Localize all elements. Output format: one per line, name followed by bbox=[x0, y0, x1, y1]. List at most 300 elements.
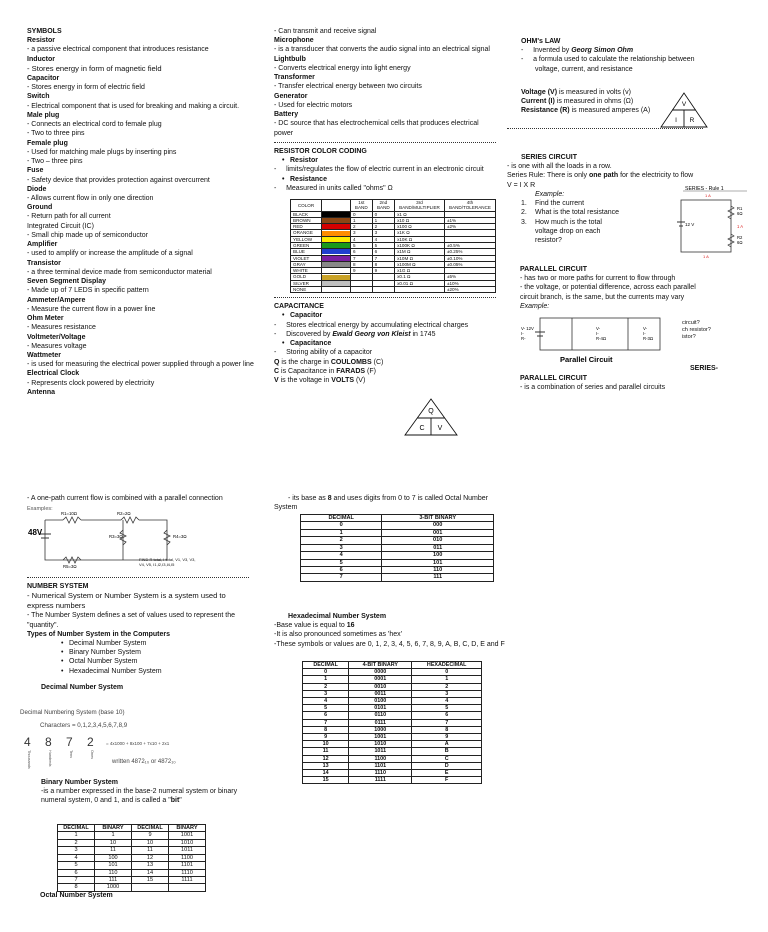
hex-table-cell: 0000 bbox=[349, 669, 412, 676]
symbol-description: - Represents clock powered by electricity bbox=[27, 379, 155, 387]
color-table-cell: x0.01 Ω bbox=[395, 280, 445, 286]
parallel-circuit-figure bbox=[520, 313, 680, 367]
parallel-branch1-i: I- bbox=[596, 331, 599, 336]
color-swatch bbox=[322, 249, 350, 254]
color-table-cell bbox=[372, 286, 394, 292]
octal-table-row bbox=[301, 566, 494, 573]
symbol-description: - Two to three pins bbox=[27, 130, 85, 138]
symbol-description: - Can transmit and receive signal bbox=[274, 28, 377, 35]
octal-heading: Octal Number System bbox=[40, 892, 113, 899]
color-name: GRAY bbox=[293, 261, 306, 267]
hex-table-cell: 4 bbox=[303, 698, 349, 705]
hex-table-cell: A bbox=[412, 741, 482, 748]
color-swatch bbox=[322, 262, 350, 267]
number-system-line-2: - The Number System defines a set of values used to represent the "quantity". bbox=[27, 612, 236, 629]
series-step-text: Find the current bbox=[535, 200, 585, 208]
hex-line-2: -It is also pronounced sometimes as 'hex' bbox=[274, 631, 402, 639]
parallel-branch2-i: I- bbox=[643, 331, 646, 336]
color-table-cell: 3 bbox=[372, 230, 394, 236]
parallel-side-notes bbox=[682, 320, 711, 341]
hex-table-cell: 0111 bbox=[349, 719, 412, 726]
hex-section bbox=[274, 612, 514, 649]
current-definition: Current (I) is measured in ohms (Ω) bbox=[521, 98, 634, 106]
color-table-cell: x100K Ω bbox=[395, 242, 445, 248]
binary-table-cell: 1101 bbox=[169, 862, 206, 869]
binary-table-cell: 1111 bbox=[169, 876, 206, 883]
symbol-description: - Allows current flow in only one direction bbox=[27, 195, 154, 202]
symbol-heading: Voltmeter/Voltage bbox=[27, 333, 86, 341]
symbol-heading: Seven Segment Display bbox=[27, 278, 106, 286]
hex-table-row bbox=[303, 748, 482, 755]
color-name: BLUE bbox=[293, 249, 306, 255]
hex-table-cell: F bbox=[412, 777, 482, 784]
octal-table-cell: 3 bbox=[301, 544, 382, 551]
octal-table-cell: 0 bbox=[301, 522, 382, 529]
types-heading: Types of Number System in the Computers bbox=[27, 630, 171, 638]
decimal-heading: Decimal Number System bbox=[41, 683, 124, 691]
color-table-cell: ±0.10% bbox=[444, 255, 495, 261]
binary-table-cell: 10 bbox=[95, 839, 132, 846]
hex-table-cell: 2 bbox=[412, 683, 482, 690]
color-swatch bbox=[322, 287, 350, 292]
combination-r3: R3=3Ω bbox=[109, 534, 123, 539]
color-name: WHITE bbox=[293, 268, 308, 274]
side-note-2: ch resistor? bbox=[682, 326, 711, 333]
binary-table-cell: 7 bbox=[58, 876, 95, 883]
binary-table-cell: 11 bbox=[132, 847, 169, 854]
color-table-cell: x0.1 Ω bbox=[395, 274, 445, 280]
number-system-heading: NUMBER SYSTEM bbox=[27, 583, 89, 590]
color-table-cell: x10K Ω bbox=[395, 236, 445, 242]
decimal-written: written 4872₁₀ or 4872₁₀ bbox=[112, 759, 176, 765]
symbol-description: - Converts electrical energy into light energy bbox=[274, 64, 411, 72]
symbol-heading: Diode bbox=[27, 185, 47, 193]
hex-table-row bbox=[303, 705, 482, 712]
symbol-heading: Amplifier bbox=[27, 241, 58, 249]
binary-table-cell: 3 bbox=[58, 847, 95, 854]
hex-table-cell: 0110 bbox=[349, 712, 412, 719]
series-formula: V = I X R bbox=[507, 181, 536, 189]
binary-table-row bbox=[58, 839, 206, 846]
binary-table-row bbox=[58, 862, 206, 869]
symbol-description: - Used for electric motors bbox=[274, 101, 353, 109]
color-swatch bbox=[322, 231, 350, 236]
octal-table-cell: 000 bbox=[382, 522, 494, 529]
combination-r2: R2=2Ω bbox=[117, 511, 131, 516]
resistor-heading: RESISTOR COLOR CODING bbox=[274, 147, 367, 155]
hex-table-row bbox=[303, 734, 482, 741]
series-step-number: 1. bbox=[521, 200, 527, 208]
symbol-heading: Resistor bbox=[27, 37, 56, 45]
color-cell bbox=[291, 286, 322, 292]
symbol-heading: Battery bbox=[274, 111, 299, 119]
hex-table-cell: C bbox=[412, 755, 482, 762]
symbol-heading: Ground bbox=[27, 204, 53, 212]
octal-table-cell: 100 bbox=[382, 552, 494, 559]
c-definition: C is Capacitance in FARADS (F) bbox=[274, 367, 376, 375]
series-figure-current-top: 1 A bbox=[705, 193, 711, 198]
hex-table-cell: 12 bbox=[303, 755, 349, 762]
binary-table-cell: 12 bbox=[132, 854, 169, 861]
series-example-label: Example: bbox=[535, 190, 565, 198]
color-table-cell: x10 Ω bbox=[395, 217, 445, 223]
binary-table-cell: 13 bbox=[132, 862, 169, 869]
hex-table-cell: 13 bbox=[303, 762, 349, 769]
hex-table-row bbox=[303, 690, 482, 697]
capacitor-line-2: - Discovered by Ewald Georg von Kleist in 1745 bbox=[274, 330, 436, 338]
binary-table-cell: 1 bbox=[95, 832, 132, 839]
vir-triangle-diagram bbox=[660, 92, 708, 128]
color-swatch bbox=[322, 224, 350, 229]
symbol-description: - is used for measuring the electrical power supplied through a power line bbox=[27, 361, 254, 369]
combination-circuit-figure bbox=[27, 504, 199, 580]
hex-table-cell: 7 bbox=[412, 719, 482, 726]
parallel-branch2-r: R-3Ω bbox=[643, 336, 654, 341]
color-swatch bbox=[322, 243, 350, 248]
hex-table-row bbox=[303, 762, 482, 769]
color-table-cell: 9 bbox=[372, 268, 394, 274]
divider bbox=[274, 142, 496, 143]
color-table-cell: x1G Ω bbox=[395, 268, 445, 274]
octal-table-cell: 7 bbox=[301, 574, 382, 581]
place-ones: Ones bbox=[90, 750, 94, 760]
series-figure-r1: R1 bbox=[737, 206, 743, 211]
symbol-description: - Measures voltage bbox=[27, 342, 87, 350]
triangle-v-label: V bbox=[681, 101, 687, 108]
qcv-triangle-diagram bbox=[404, 398, 458, 436]
combination-r1: R1=10Ω bbox=[61, 511, 77, 516]
binary-table-cell: 1011 bbox=[169, 847, 206, 854]
hex-table-cell: 0101 bbox=[349, 705, 412, 712]
hex-table-row bbox=[303, 712, 482, 719]
binary-table-header: BINARY bbox=[95, 825, 132, 832]
symbol-description: - used to amplify or increase the amplitude of a signal bbox=[27, 250, 193, 258]
combination-examples-label: Examples: bbox=[27, 506, 53, 512]
place-tens: Tens bbox=[69, 750, 73, 759]
color-table-cell: 8 bbox=[351, 261, 373, 267]
hex-table-cell: 6 bbox=[303, 712, 349, 719]
octal-table-cell: 4 bbox=[301, 552, 382, 559]
capacitance-bullet: • Capacitance bbox=[274, 339, 496, 348]
hex-table-cell: D bbox=[412, 762, 482, 769]
symbol-heading: Transistor bbox=[27, 259, 61, 267]
color-table-header: COLOR bbox=[291, 199, 322, 211]
parallel-example-label: Example: bbox=[520, 302, 550, 310]
color-table-cell: ±1% bbox=[444, 217, 495, 223]
hex-table-row bbox=[303, 741, 482, 748]
symbol-description: - Small chip made up of semiconductor bbox=[27, 231, 148, 239]
parallel-figure-title: Parallel Circuit bbox=[560, 355, 613, 364]
color-table-cell: 2 bbox=[351, 224, 373, 230]
hex-table-cell: 1 bbox=[303, 676, 349, 683]
binary-table-row bbox=[58, 854, 206, 861]
color-table-cell: ±10% bbox=[444, 280, 495, 286]
binary-table-header: DECIMAL bbox=[58, 825, 95, 832]
color-table-cell: x100 Ω bbox=[395, 224, 445, 230]
symbol-heading: Lightbulb bbox=[274, 55, 306, 63]
place-thousands: Thousands bbox=[27, 750, 31, 769]
parallel-branch1-r: R-4Ω bbox=[596, 336, 607, 341]
resistance-definition: - Measured in units called "ohms" Ω bbox=[274, 184, 393, 192]
resistance-bullet: • Resistance bbox=[274, 175, 496, 184]
symbol-description: - Two – three pins bbox=[27, 158, 83, 166]
octal-table-header: DECIMAL bbox=[301, 515, 382, 522]
octal-table-row bbox=[301, 552, 494, 559]
q-definition: Q is the charge in COULOMBS (C) bbox=[274, 358, 384, 366]
hex-line-1: -Base value is equal to 16 bbox=[274, 622, 355, 630]
hex-table-row bbox=[303, 777, 482, 784]
binary-section bbox=[27, 778, 249, 806]
hex-table-cell: 3 bbox=[412, 690, 482, 697]
binary-table-cell: 14 bbox=[132, 869, 169, 876]
series-figure-r2: R2 bbox=[737, 235, 743, 240]
series-figure-title: SERIES - Rule 1 bbox=[685, 186, 724, 192]
binary-definition: -is a number expressed in the base-2 numeral system or binary numeral system, 0 and 1, and is called a "bit" bbox=[41, 788, 238, 805]
color-table-cell: 5 bbox=[372, 242, 394, 248]
symbol-description: Integrated Circuit (IC) bbox=[27, 222, 94, 230]
side-note-3: istor? bbox=[682, 333, 696, 340]
symbol-description: - Made up of 7 LEDS in specific pattern bbox=[27, 287, 149, 295]
number-system-type: • Octal Number System bbox=[27, 657, 249, 666]
symbol-heading: SYMBOLS bbox=[27, 28, 62, 35]
capacitor-line-1: - Stores electrical energy by accumulating electrical charges bbox=[274, 321, 469, 329]
decimal-figure-title: Decimal Numbering System (base 10) bbox=[20, 709, 125, 716]
combination-voltage: 48V bbox=[28, 528, 43, 537]
binary-table-cell bbox=[132, 884, 169, 891]
types-list bbox=[27, 639, 249, 676]
hex-table-header: HEXADECIMAL bbox=[412, 662, 482, 669]
series-figure-r2-value: 6Ω bbox=[737, 240, 743, 245]
divider bbox=[274, 297, 496, 298]
symbol-heading: Switch bbox=[27, 93, 50, 101]
number-system-line-1: - Numerical System or Number System is a system used to express numbers bbox=[27, 591, 226, 611]
triangle-c-label: C bbox=[419, 425, 425, 432]
symbol-description: - Connects an electrical cord to female plug bbox=[27, 121, 162, 129]
hex-table-cell: 1111 bbox=[349, 777, 412, 784]
hex-table-cell: 1000 bbox=[349, 726, 412, 733]
binary-table-header: BINARY bbox=[169, 825, 206, 832]
color-name: GOLD bbox=[293, 274, 307, 280]
hex-table-cell: 1011 bbox=[349, 748, 412, 755]
binary-table-cell: 1 bbox=[58, 832, 95, 839]
series-circuit-figure bbox=[665, 184, 751, 260]
hex-table-cell: 0 bbox=[412, 669, 482, 676]
binary-table-row bbox=[58, 847, 206, 854]
decimal-digit-3: 7 bbox=[66, 735, 73, 749]
binary-table-cell: 1110 bbox=[169, 869, 206, 876]
color-table-cell: 8 bbox=[372, 261, 394, 267]
binary-table-cell: 111 bbox=[95, 876, 132, 883]
series-parallel-section bbox=[520, 374, 710, 392]
color-swatch-cell bbox=[322, 286, 351, 292]
symbol-heading: Wattmeter bbox=[27, 351, 61, 359]
number-system-type: • Decimal Number System bbox=[27, 639, 249, 648]
color-table-cell: 4 bbox=[372, 236, 394, 242]
ohm-line-2: - a formula used to calculate the relationship between voltage, current, and resistance bbox=[521, 56, 695, 73]
ohm-line-1: - Invented by Georg Simon Ohm bbox=[521, 47, 634, 55]
symbol-description: - Measures resistance bbox=[27, 324, 96, 332]
octal-table-cell: 011 bbox=[382, 544, 494, 551]
symbol-heading: Microphone bbox=[274, 37, 314, 45]
voltage-definition: Voltage (V) is measured in volts (v) bbox=[521, 88, 631, 96]
symbol-heading: Ammeter/Ampere bbox=[27, 296, 86, 304]
hex-table-cell: 2 bbox=[303, 683, 349, 690]
hex-table-cell: 3 bbox=[303, 690, 349, 697]
octal-table-cell: 1 bbox=[301, 529, 382, 536]
binary-table-cell: 4 bbox=[58, 854, 95, 861]
number-system-type: • Hexadecimal Number System bbox=[27, 667, 249, 676]
octal-table-row bbox=[301, 529, 494, 536]
number-system-type: • Binary Number System bbox=[27, 648, 249, 657]
parallel-line-1: - has two or more paths for current to flow through bbox=[520, 275, 676, 283]
color-name: NONE bbox=[293, 286, 307, 292]
symbol-heading: Fuse bbox=[27, 167, 44, 175]
series-line-1: - is one with all the loads in a row. bbox=[507, 163, 612, 171]
series-figure-current-side: 1 A bbox=[737, 224, 744, 229]
color-name: VIOLET bbox=[293, 255, 310, 261]
middle-column bbox=[274, 27, 496, 385]
binary-table-cell: 15 bbox=[132, 876, 169, 883]
triangle-v-label: V bbox=[437, 425, 443, 432]
octal-table-cell: 010 bbox=[382, 537, 494, 544]
symbol-description: - Return path for all current bbox=[27, 213, 111, 221]
symbol-description: - Measure the current flow in a power line bbox=[27, 305, 156, 313]
color-table-cell: 3 bbox=[351, 230, 373, 236]
hex-table-cell: 15 bbox=[303, 777, 349, 784]
color-table-header: 1st BAND bbox=[351, 199, 373, 211]
decimal-digit-2: 8 bbox=[45, 735, 52, 749]
resistance-unit-definition: Resistance (R) is measured amperes (A) bbox=[521, 107, 651, 115]
color-swatch bbox=[322, 256, 350, 261]
hex-table-cell: 0011 bbox=[349, 690, 412, 697]
parallel-heading: PARALLEL CIRCUIT bbox=[520, 266, 588, 273]
parallel-source-i: I- bbox=[521, 331, 524, 336]
hex-table-row bbox=[303, 770, 482, 777]
octal-table-row bbox=[301, 537, 494, 544]
binary-table-cell: 101 bbox=[95, 862, 132, 869]
binary-table-header: DECIMAL bbox=[132, 825, 169, 832]
hex-table-row bbox=[303, 676, 482, 683]
color-swatch bbox=[322, 218, 350, 223]
symbol-description: - Transfer electrical energy between two circuits bbox=[274, 83, 422, 91]
octal-table-cell: 001 bbox=[382, 529, 494, 536]
binary-table-cell: 6 bbox=[58, 869, 95, 876]
octal-table-cell: 110 bbox=[382, 566, 494, 573]
symbol-description: - is a transducer that converts the audio signal into an electrical signal bbox=[274, 46, 490, 54]
triangle-i-label: I bbox=[675, 117, 677, 124]
color-table-cell: ±2% bbox=[444, 224, 495, 230]
octal-table-cell: 2 bbox=[301, 537, 382, 544]
decimal-expansion: = 4x1000 + 8x100 + 7x10 + 2x1 bbox=[106, 741, 170, 746]
hex-table-cell: 0001 bbox=[349, 676, 412, 683]
color-table-cell: x1 Ω bbox=[395, 211, 445, 217]
series-step bbox=[507, 218, 625, 246]
combination-note: FIND R total, I total, V1, V3, V3, V4, V5, I1,I2,I3,I4,I5 bbox=[139, 558, 196, 567]
series-figure-voltage: 12 V bbox=[685, 222, 695, 227]
symbols-column bbox=[27, 27, 257, 397]
color-table-row bbox=[291, 286, 496, 292]
color-swatch bbox=[322, 281, 350, 286]
hex-table-header: DECIMAL bbox=[303, 662, 349, 669]
hex-heading: Hexadecimal Number System bbox=[288, 613, 387, 620]
binary-table-row bbox=[58, 832, 206, 839]
color-table-cell: 6 bbox=[351, 249, 373, 255]
symbol-description: - Safety device that provides protection against overcurrent bbox=[27, 176, 210, 184]
color-swatch bbox=[322, 237, 350, 242]
binary-table-row bbox=[58, 876, 206, 883]
hex-table-header: 4-BIT BINARY bbox=[349, 662, 412, 669]
hex-table-cell: 6 bbox=[412, 712, 482, 719]
octal-table-cell: 5 bbox=[301, 559, 382, 566]
hex-table-row bbox=[303, 719, 482, 726]
binary-table-cell: 1010 bbox=[169, 839, 206, 846]
symbols-continued bbox=[274, 27, 496, 138]
resistor-definition: - limits/regulates the flow of electric current in an electronic circuit bbox=[274, 166, 484, 174]
resistor-bullet: • Resistor bbox=[274, 156, 496, 165]
series-step bbox=[507, 208, 625, 217]
binary-heading: Binary Number System bbox=[41, 779, 119, 786]
color-table-cell: ±0.05% bbox=[444, 261, 495, 267]
symbol-description: - a passive electrical component that introduces resistance bbox=[27, 46, 209, 54]
color-table-cell: 5 bbox=[351, 242, 373, 248]
octal-table-cell: 6 bbox=[301, 566, 382, 573]
hex-table-cell: 10 bbox=[303, 741, 349, 748]
symbol-description: - Used for matching male plugs by inserting pins bbox=[27, 148, 177, 156]
symbol-heading: Electrical Clock bbox=[27, 370, 80, 378]
series-step bbox=[507, 199, 625, 208]
octal-table-row bbox=[301, 522, 494, 529]
binary-table-cell: 9 bbox=[132, 832, 169, 839]
color-table-cell: 2 bbox=[372, 224, 394, 230]
color-table-header: 4th BAND/TOLERANCE bbox=[444, 199, 495, 211]
color-name: ORANGE bbox=[293, 230, 313, 236]
parallel-source-v: V- 12V bbox=[521, 326, 534, 331]
symbol-heading: Female plug bbox=[27, 139, 68, 147]
side-note-1: circuit? bbox=[682, 320, 700, 326]
hex-table-cell: E bbox=[412, 770, 482, 777]
hex-table-cell: B bbox=[412, 748, 482, 755]
series-step-number: 2. bbox=[521, 209, 527, 217]
symbol-heading: Transformer bbox=[274, 74, 315, 82]
decimal-digit-1: 4 bbox=[24, 735, 31, 749]
hex-table-row bbox=[303, 669, 482, 676]
capacitance-line: - Storing ability of a capacitor bbox=[274, 349, 373, 357]
hex-table-cell: 5 bbox=[412, 705, 482, 712]
octal-definition: - its base as 8 and uses digits from 0 to 7 is called Octal Number System bbox=[274, 495, 488, 512]
series-step-text: What is the total resistance bbox=[535, 209, 620, 217]
color-table-cell: ±0.5% bbox=[444, 242, 495, 248]
hex-table-cell: 4 bbox=[412, 698, 482, 705]
triangle-q-label: Q bbox=[428, 408, 434, 415]
binary-table-cell: 1100 bbox=[169, 854, 206, 861]
color-name: BLACK bbox=[293, 211, 309, 217]
hex-table-cell: 5 bbox=[303, 705, 349, 712]
hex-table-cell: 1010 bbox=[349, 741, 412, 748]
hex-table-cell: 1101 bbox=[349, 762, 412, 769]
hex-table-cell: 8 bbox=[412, 726, 482, 733]
hex-table-cell: 1001 bbox=[349, 734, 412, 741]
color-name: BROWN bbox=[293, 217, 311, 223]
parallel-section bbox=[520, 265, 710, 311]
hex-table-cell: 0100 bbox=[349, 698, 412, 705]
parallel-line-2: - the voltage, or potential difference, across each parallel circuit branch, is the same, but the currents may vary bbox=[520, 284, 696, 301]
hex-table-cell: 1100 bbox=[349, 755, 412, 762]
octal-table-row bbox=[301, 574, 494, 581]
hex-table-cell: 0010 bbox=[349, 683, 412, 690]
hex-table-cell: 7 bbox=[303, 719, 349, 726]
decimal-figure-characters: Characters = 0,1,2,3,4,5,6,7,8,9 bbox=[40, 722, 128, 729]
parallel-branch1-v: V- bbox=[596, 326, 601, 331]
